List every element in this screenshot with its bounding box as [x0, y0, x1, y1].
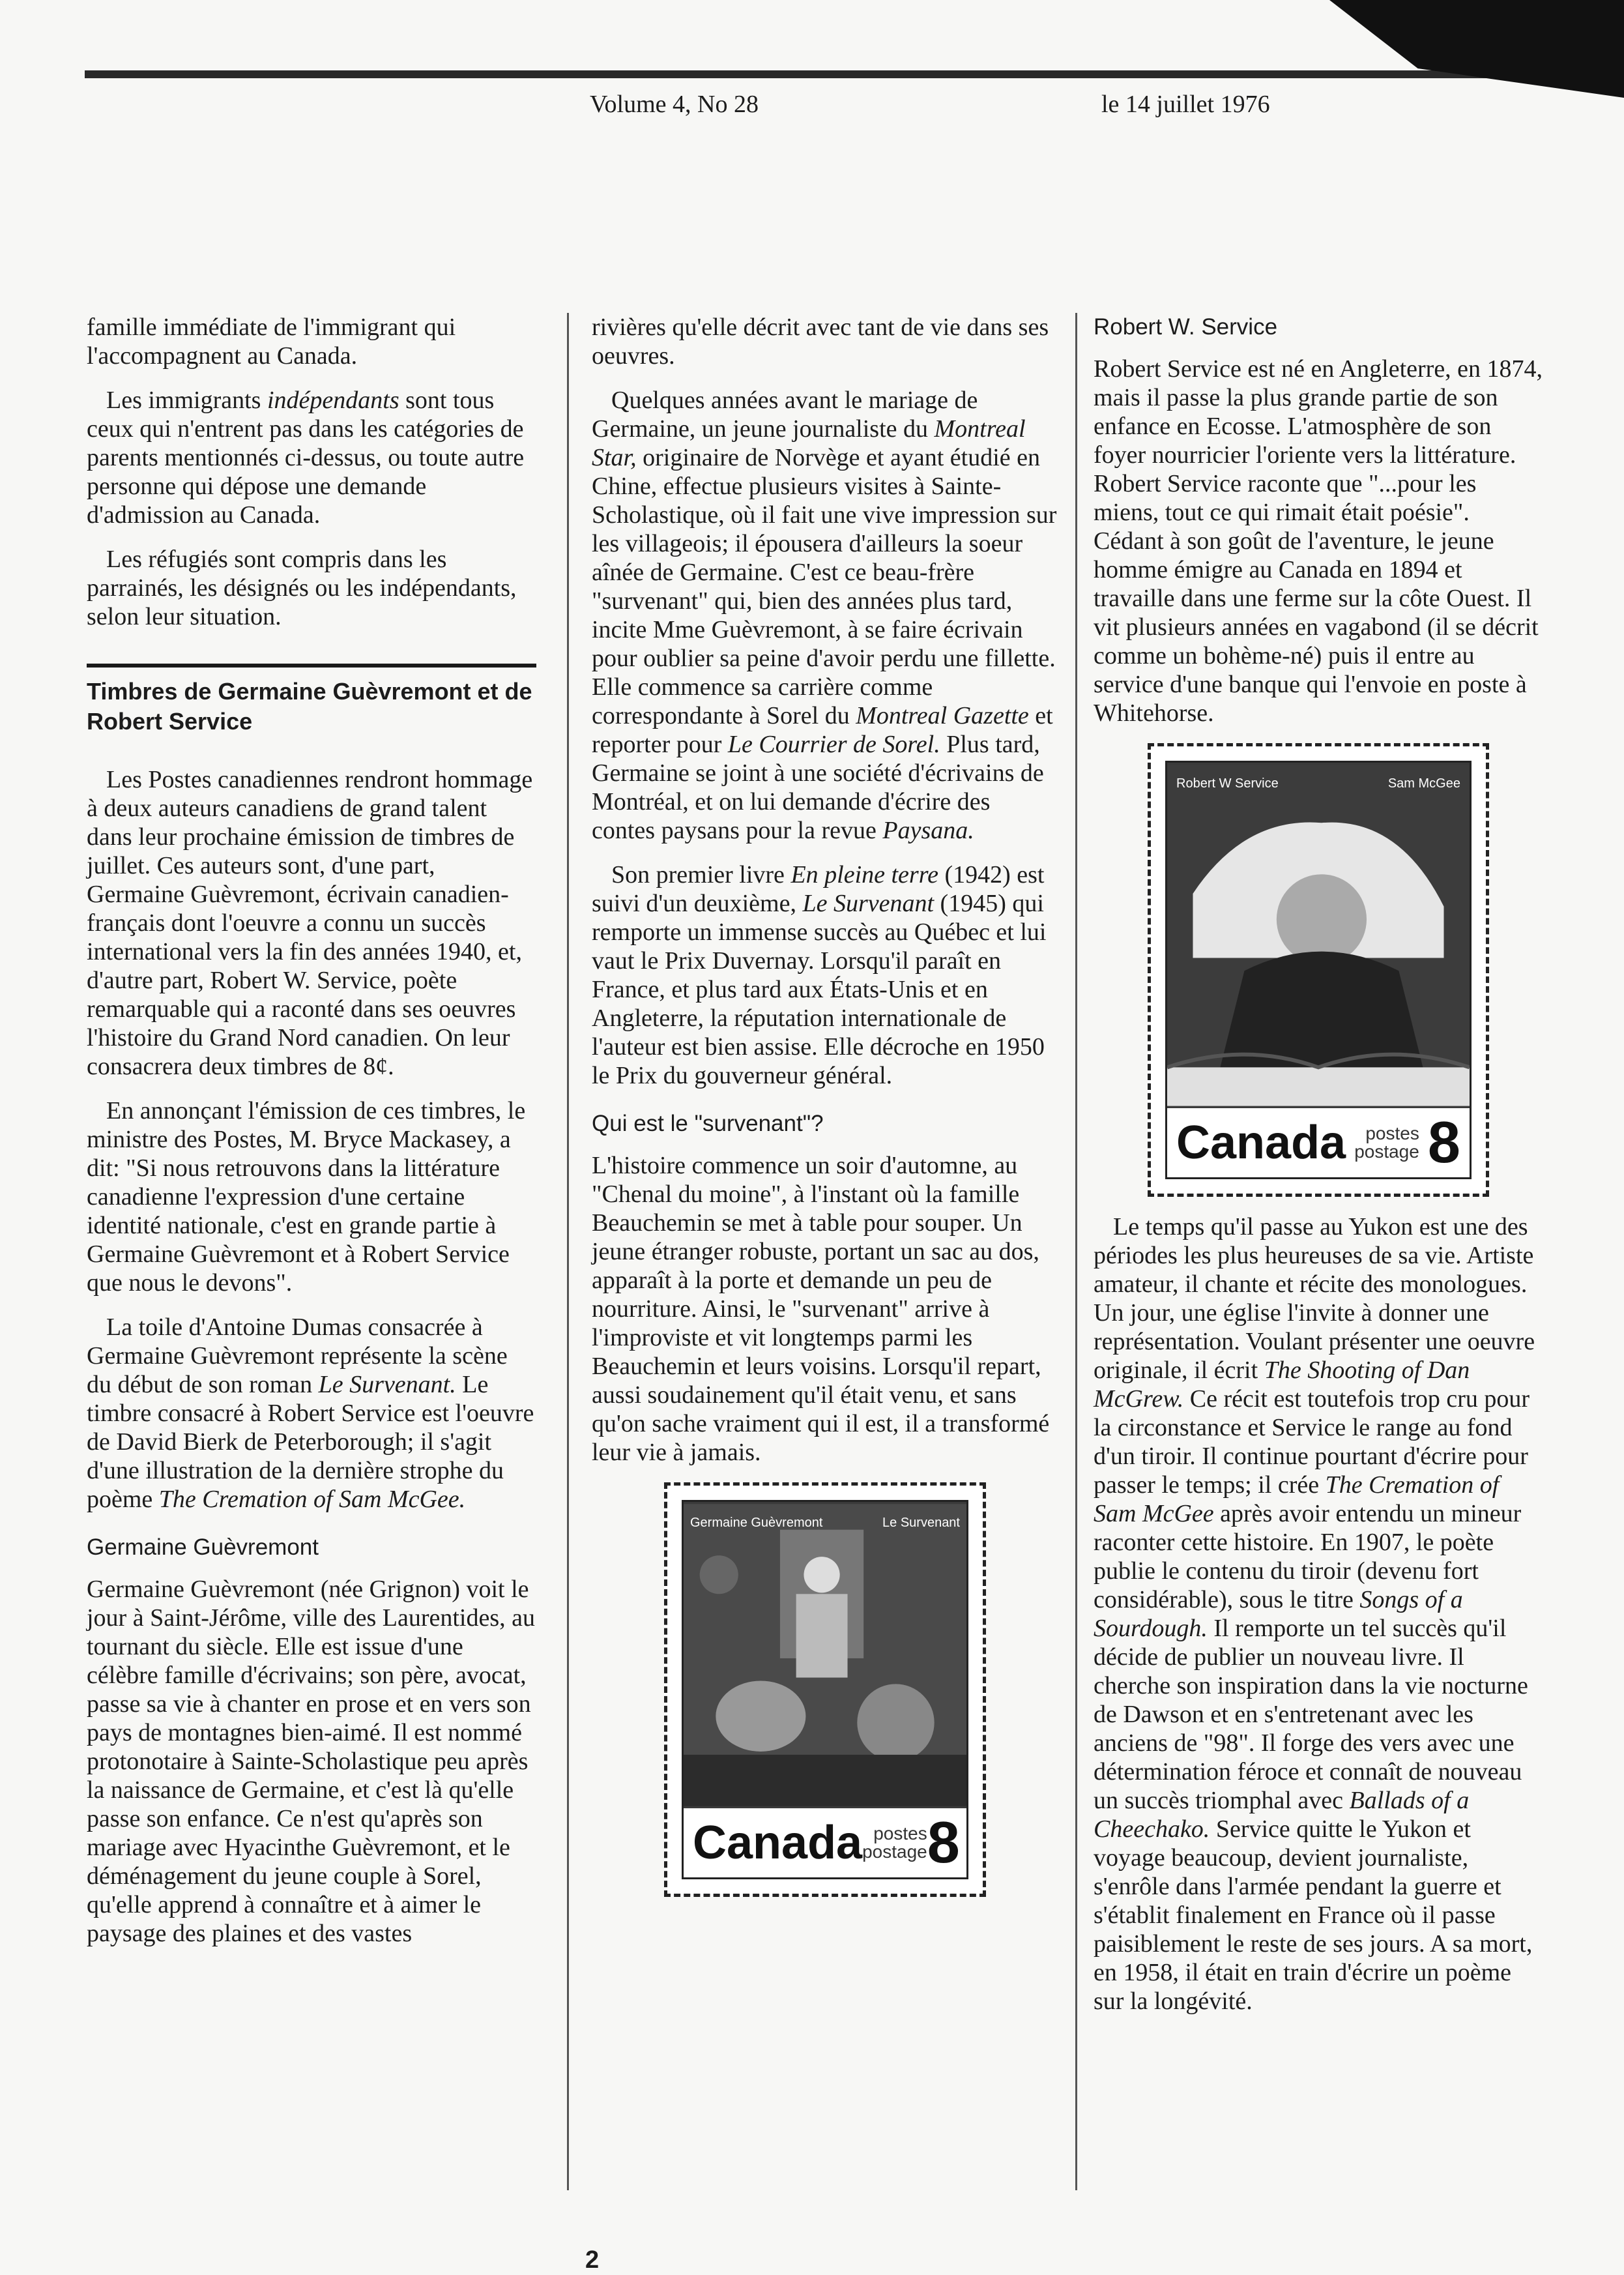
stamp-label-right: Sam McGee — [1387, 776, 1460, 791]
stamp-country: Canada — [1176, 1117, 1346, 1169]
paragraph: Le temps qu'il passe au Yukon est une des périodes les plus heureuses de sa vie. Artiste amateur, il chante et récite des monologues. Un jour, une église l'invite à donner une représentation. Voulant présenter une oeuvre originale, il écrit The Shooting of Dan McGrew. Ce récit est toutefois trop cru pour la circonstance et Service le range au fond d'un tiroir. Il continue pourtant d'écrire pour passer le temps; il crée The Cremation of Sam McGee après avoir entendu un mineur raconter cette histoire. En 1907, le poète publie le contenu du tiroir (devenu fort considérable), sous le titre Songs of a Sourdough. Il remporte un tel succès qu'il décide de publier un nouveau livre. Il cherche son inspiration dans la vie nocturne de Dawson et en s'entretenant avec les anciens de "98". Il forge des vers avec une détermination féroce et connaît de nouveau un succès triomphal avec Ballads of a Cheechako. Service quitte le Yukon et voyage beaucoup, devient journaliste, s'enrôle dans l'armée pendant la guerre et s'établit finalement en France où il passe paisiblement le reste de ses jours. A sa mort, en 1958, il était en train d'écrire un poème sur la longévité. — [1094, 1213, 1535, 2015]
paragraph: L'histoire commence un soir d'automne, au "Chenal du moine", à l'instant où la famille Beauchemin se met à table pour souper. Un jeune étranger robuste, portant un sac au dos, apparaît à la porte et demande un peu de nourriture. Ainsi, le "survenant" arrive à l'improviste et vit longtemps parmi les Beauchemin et leurs voisins. Lorsqu'il repart, aussi soudainement qu'il était venu, et sans qu'on sache vraiment qui il est, il a transformé leur vie à jamais. — [592, 1152, 1050, 1466]
stamp-label-left: Germaine Guèvremont — [690, 1516, 823, 1530]
stamp-illustration — [1167, 763, 1470, 1108]
paragraph: La toile d'Antoine Dumas consacrée à Germaine Guèvremont représente la scène du début de son roman Le Survenant. Le timbre consacré à Robert Service est l'oeuvre de David Bierk de Peterborough; il s'agit d'une illustration de la dernière strophe du poème The Cremation of Sam McGee. — [87, 1314, 534, 1513]
stamp-footer — [684, 1808, 966, 1877]
stamp-illustration — [684, 1502, 966, 1808]
paragraph: Quelques années avant le mariage de Germaine, un jeune journaliste du Montreal Star, originaire de Norvège et ayant étudié en Chine, effectue plusieurs visites à Sainte-Scholastique, où il fait une vive impression sur les villageois; il épousera d'ailleurs la soeur aînée de Germaine. C'est ce beau-frère "survenant" qui, bien des années plus tard, incite Mme Guèvremont, à se faire écrivain pour oublier sa peine d'avoir perdu une fillette. Elle commence sa carrière comme correspondante à Sorel du Montreal Gazette et reporter pour Le Courrier de Sorel. Plus tard, Germaine se joint à une société d'écrivains de Montréal, et on lui demande d'écrire des contes paysans pour la revue Paysana. — [592, 387, 1057, 844]
page-number: 2 — [585, 2246, 600, 2274]
subheading: Germaine Guèvremont — [87, 1534, 319, 1560]
paragraph: Germaine Guèvremont (née Grignon) voit le jour à Saint-Jérôme, ville des Laurentides, au tournant du siècle. Elle est issue d'une célèbre famille d'écrivains; son père, avocat, passe sa vie à chanter en prose et en vers son pays de montagnes bien-aimé. Il est nommé protonotaire à Sainte-Scholastique peu après la naissance de Germaine, et c'est là qu'elle passe son enfance. Ce n'est qu'après son mariage avec Hyacinthe Guèvremont, et le déménagement du jeune couple à Sorel, qu'elle apprend à connaître et à aimer le paysage des plaines et des vastes — [87, 1576, 536, 1947]
issue-volume: Volume 4, No 28 — [590, 91, 759, 118]
paragraph: rivières qu'elle décrit avec tant de vie dans ses oeuvres. — [592, 314, 1049, 370]
stamp-country: Canada — [693, 1817, 863, 1869]
column-3 — [1094, 313, 1543, 2031]
paragraph: Les réfugiés sont compris dans les parrainés, les désignés ou les indépendants, selon leur situation. — [87, 546, 517, 630]
section-title: Timbres de Germaine Guèvremont et de Robert Service — [87, 678, 532, 735]
stamp-footer — [1167, 1108, 1470, 1177]
stamp-label-right: Le Survenant — [882, 1516, 960, 1530]
stamp-postes: postes postage — [1354, 1123, 1419, 1162]
stamp-value: 8 — [1427, 1110, 1460, 1175]
column-divider — [567, 313, 569, 2190]
column-1 — [87, 313, 536, 1963]
paragraph: En annonçant l'émission de ces timbres, le ministre des Postes, M. Bryce Mackasey, a dit: "Si nous retrouvons dans la littérature canadienne l'expression d'une certaine identité nationale, c'est en grande partie à Germaine Guèvremont et à Robert Service que nous le devons". — [87, 1097, 526, 1297]
section-rule — [87, 664, 536, 668]
column-divider — [1075, 313, 1077, 2190]
stamp-postes: postes postage — [862, 1823, 927, 1862]
paragraph: Robert Service est né en Angleterre, en 1874, mais il passe la plus grande partie de son enfance en Ecosse. L'atmosphère de son foyer nourricier l'oriente vers la littérature. Robert Service raconte que "...pour les miens, tout ce qui rimait était poésie". Cédant à son goût de l'aventure, le jeune homme émigre au Canada en 1894 et travaille dans une ferme sur la côte Ouest. Il vit plusieurs années en vagabond (il se décrit comme un bohème-né) puis il entre au service d'une banque qui l'envoie en poste à Whitehorse. — [1094, 355, 1543, 727]
scan-corner-mark — [1329, 0, 1624, 98]
stamp-service — [1148, 743, 1489, 1197]
stamp-frame — [1165, 761, 1472, 1179]
stamp-guevremont — [664, 1482, 986, 1897]
paragraph: Les immigrants indépendants sont tous ceux qui n'entrent pas dans les catégories de parents mentionnés ci-dessus, ou toute autre personne qui dépose une demande d'admission au Canada. — [87, 387, 525, 529]
stamp-painting — [684, 1502, 966, 1808]
issue-date: le 14 juillet 1976 — [1101, 91, 1270, 118]
stamp-frame — [682, 1500, 968, 1879]
paragraph: famille immédiate de l'immigrant qui l'accompagnent au Canada. — [87, 314, 456, 370]
paragraph: Les Postes canadiennes rendront hommage à deux auteurs canadiens de grand talent dans leur prochaine émission de timbres de juillet. Ces auteurs sont, d'une part, Germaine Guèvremont, écrivain canadien-français dont l'oeuvre a connu un succès international vers la fin des années 1940, et, d'autre part, Robert W. Service, poète remarquable qui a raconté dans ses oeuvres l'histoire du Grand Nord canadien. On leur consacrera deux timbres de 8¢. — [87, 766, 533, 1080]
column-2 — [592, 313, 1058, 1913]
subheading: Qui est le "survenant"? — [592, 1111, 824, 1136]
stamp-painting — [1167, 763, 1470, 1108]
paragraph: Son premier livre En pleine terre (1942) est suivi d'un deuxième, Le Survenant (1945) qui remporte un immense succès au Québec et lui vaut le Prix Duvernay. Lorsqu'il paraît en France, et plus tard aux États-Unis et en Angleterre, la réputation internationale de l'auteur est bien assise. Elle décroche en 1950 le Prix du gouverneur général. — [592, 861, 1047, 1089]
header-rule — [85, 70, 1544, 78]
stamp-value: 8 — [927, 1810, 960, 1875]
stamp-label-left: Robert W Service — [1176, 776, 1279, 791]
subheading: Robert W. Service — [1094, 314, 1278, 340]
